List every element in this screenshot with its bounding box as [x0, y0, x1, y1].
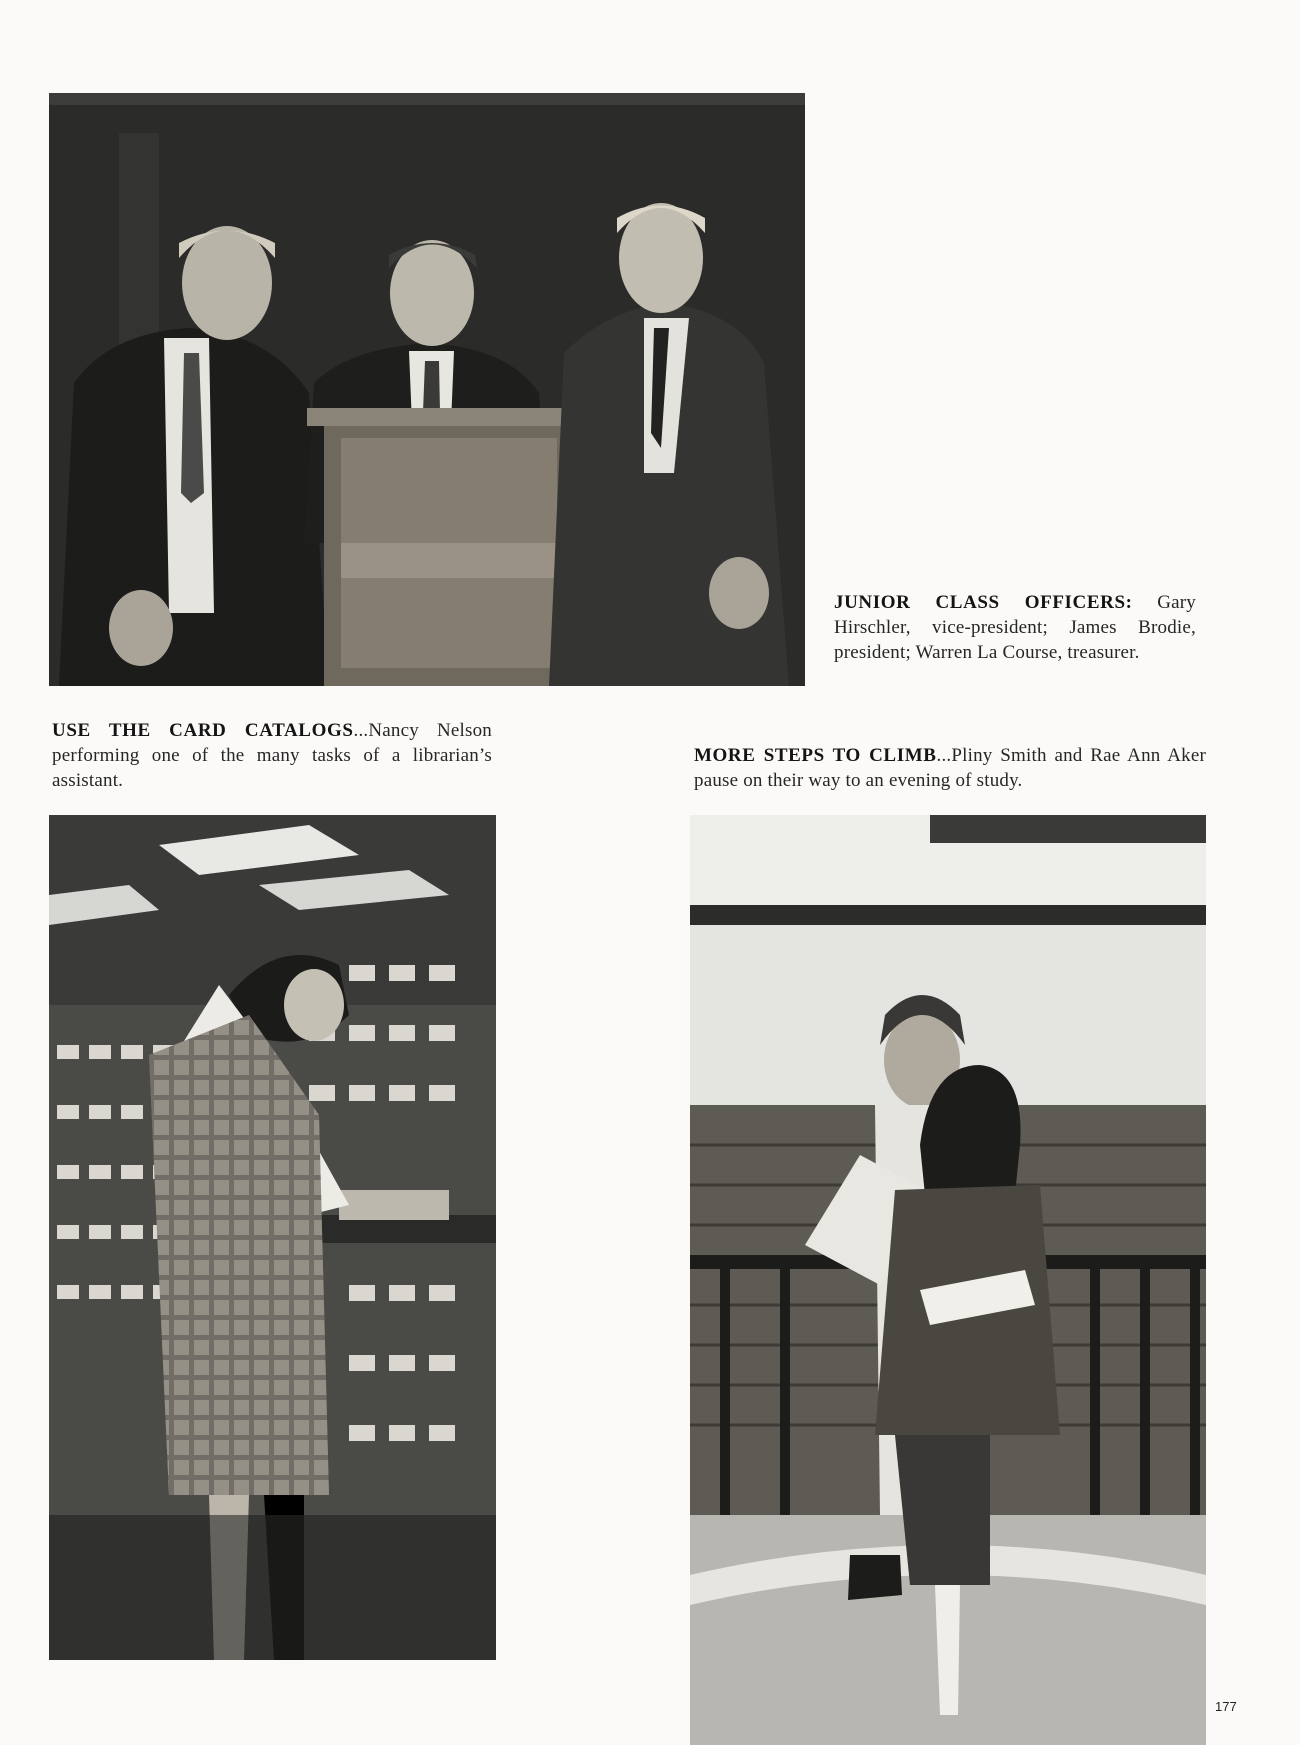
photo-junior-class-officers — [49, 93, 805, 686]
caption-catalogs-lead: USE THE CARD CATALOGS — [52, 720, 354, 741]
caption-more-steps — [694, 743, 1206, 793]
caption-officers-text: Gary Hirschler, vice-president; James Brodie, president; Warren La Course, treasurer. — [834, 592, 1196, 663]
steps-photo-art — [690, 815, 1206, 1745]
caption-officers-lead: JUNIOR CLASS OFFICERS: — [834, 592, 1133, 613]
caption-catalogs-text: ...Nancy Nelson performing one of the many tasks of a librarian’s assistant. — [52, 720, 493, 791]
caption-steps-lead: MORE STEPS TO CLIMB — [694, 745, 937, 766]
photo-more-steps — [690, 815, 1206, 1745]
page-number: 177 — [1215, 1699, 1237, 1714]
caption-steps-text: ...Pliny Smith and Rae Ann Aker pause on their way to an evening of study. — [694, 745, 1206, 791]
officers-photo-art — [49, 93, 805, 686]
catalogs-photo-art — [49, 815, 496, 1660]
caption-junior-class-officers — [834, 590, 1196, 665]
caption-card-catalogs — [52, 718, 492, 793]
photo-card-catalogs — [49, 815, 496, 1660]
